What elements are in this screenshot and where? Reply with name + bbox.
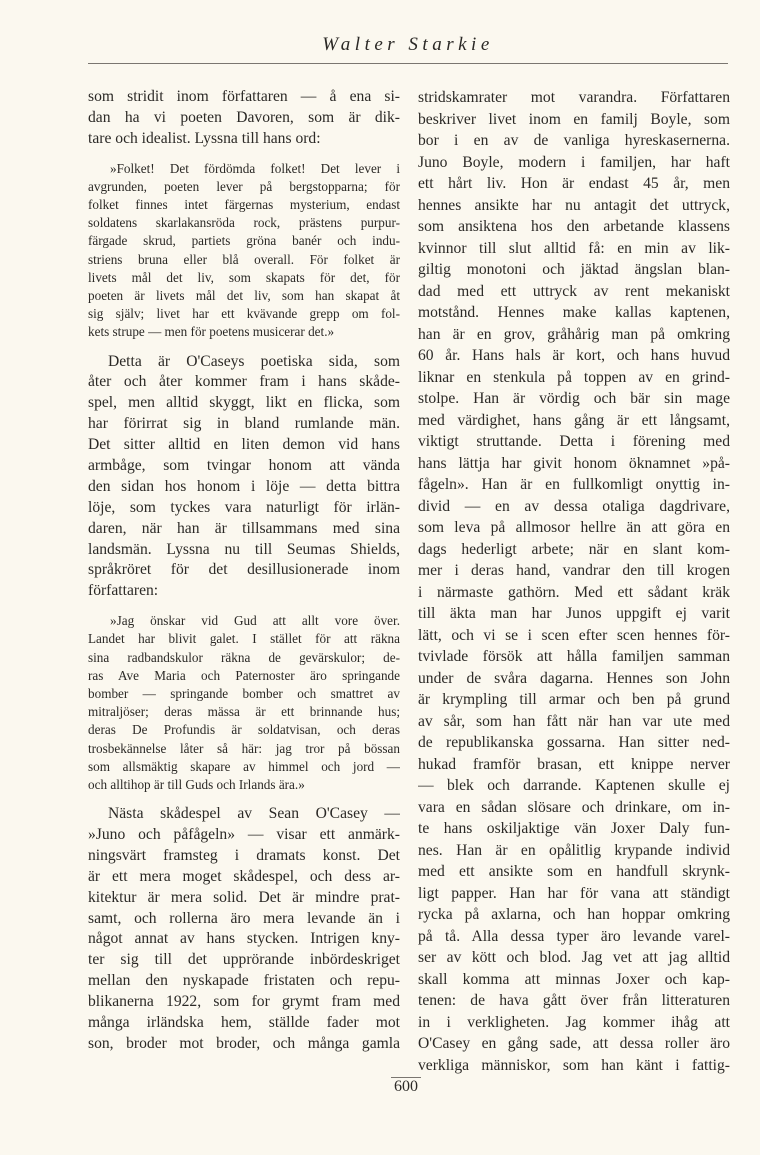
text-line: blikanerna 1922, som for grymt fram med	[88, 993, 400, 1011]
text-line: nes. Han är en opålitlig krypande individ	[418, 841, 730, 859]
text-line: »Juno och påfågeln» — visar ett anmärk-	[88, 826, 400, 843]
text-line: många irländska hem, ställde fader mot	[88, 1014, 400, 1032]
header-rule	[88, 63, 728, 64]
text-line: som allsmäktig skapare av himmel och jord —	[88, 758, 400, 774]
block-quote	[88, 612, 400, 794]
text-line: ter sig till det upprörande inbördeskriget	[88, 951, 400, 969]
text-line: språkröret för det desillusionerade inom	[88, 561, 400, 579]
text-line: samt, och rollerna äro mera levande än i	[88, 909, 400, 927]
text-line: trosbekännelse låter så här: jag tror på bössan	[88, 740, 400, 756]
text-line: O'Casey en gång sade, att dessa roller äro	[418, 1035, 730, 1052]
text-line: giltig monotoni och jäktad ängslan blan-	[418, 261, 730, 278]
text-line: te hans oskiljaktige vän Joxer Daly fun-	[418, 820, 730, 837]
text-line: tvivlade försök att hålla familjen samman	[418, 648, 730, 665]
text-line: lätt, och vi se i scen efter scen hennes för-	[418, 626, 730, 644]
right-column	[418, 87, 730, 1076]
text-line: Juno Boyle, modern i familjen, har haft	[418, 153, 730, 171]
text-line: är ett mera moget skådespel, och dess ar-	[88, 867, 400, 885]
paragraph	[418, 87, 730, 1076]
text-line: som stridit inom författaren — å ena si-	[88, 88, 400, 105]
text-line: tenen: de hava gått över från litteraturen	[418, 992, 730, 1009]
text-line: kets strupe — men för poetens musicerar det.»	[88, 324, 335, 340]
text-line: de republikanska gossarna. Han sitter ned-	[418, 734, 730, 751]
text-line: mer i deras hand, vandrar den till krogen	[418, 562, 730, 579]
left-column	[88, 87, 400, 1055]
text-line: rycka på axlarna, och han hoppar omkring	[418, 906, 730, 923]
text-line: som leva på allmosor hellre än att göra en	[418, 519, 730, 536]
text-line: åter och åter kommer fram i hans skåde-	[88, 373, 400, 391]
text-line: hennes ansikte har nu antagit det uttryck,	[418, 196, 730, 214]
text-line: av sår, som han fått när han var ute med	[418, 712, 730, 730]
text-line: deras De Profundis är soldatvisan, och deras	[88, 722, 400, 738]
text-line: med värdighet, hans gång är ett långsamt,	[418, 411, 730, 429]
paragraph	[88, 87, 400, 150]
text-line: Detta är O'Caseys poetiska sida, som	[108, 352, 400, 370]
text-line: sig själv; livet har ett kvävande grepp om fol-	[88, 306, 400, 322]
page-number: 600	[394, 1078, 418, 1095]
text-line: med ett ansikte som en handfull skrynk-	[418, 863, 730, 880]
text-line: folket finnes intet färgernas mysterium, endast	[88, 197, 400, 213]
text-line: författaren:	[88, 582, 159, 600]
text-line: landsmän. Lyssna nu till Seumas Shields,	[88, 540, 400, 558]
text-line: något annat av hans stycken. Intrigen kny-	[88, 930, 400, 948]
text-line: Det sitter alltid en liten demon vid hans	[88, 436, 400, 454]
text-line: poeten är livets mål det liv, som han skapat åt	[88, 287, 400, 303]
text-line: armbåge, som tvingar honom att vända	[88, 457, 400, 474]
text-line: bor i en av de vanliga hyreskasernerna.	[418, 132, 730, 149]
text-line: som ansiktena hos den arbetande klassens	[418, 218, 730, 235]
text-line: livets mål det liv, som skapats för det, för	[88, 269, 400, 285]
text-line: »Folket! Det fördömda folket! Det lever i	[110, 160, 400, 176]
text-line: mellan den nyskapade fristaten och repu-	[88, 972, 400, 990]
text-line: beskriver livet inom en familj Boyle, som	[418, 110, 730, 128]
text-line: den sidan hos honom i löje — detta bittra	[88, 477, 400, 495]
text-line: tare och idealist. Lyssna till hans ord:	[88, 129, 321, 147]
text-line: färgade skrud, partiets gröna banér och indu-	[88, 233, 400, 249]
text-line: in i verkligheten. Jag kommer ihåg att	[418, 1013, 730, 1031]
text-line: striens bruna eller blå overall. För folket är	[88, 251, 400, 267]
text-line: stolpe. Han är vördig och bär sin mage	[418, 390, 730, 407]
text-line: Landet har blivit galet. I stället för att räkna	[88, 631, 400, 647]
text-line: avgrunden, poeten lever på bergstopparna; för	[88, 178, 400, 194]
text-line: soldatens skarlakansröda rock, prästens purpur-	[88, 215, 400, 231]
text-line: kvinnor till slut alltid få: en min av lik-	[418, 239, 730, 257]
text-line: till äkta man har Junos uppgift ej varit	[418, 605, 730, 622]
text-line: i närmaste gathörn. Med ett sådant kräk	[418, 583, 730, 601]
block-quote	[88, 160, 400, 342]
paragraph	[88, 352, 400, 603]
text-line: löje, som tyckes vara naturligt för irlän-	[88, 498, 400, 516]
text-line: ningsvärt framsteg i dramats konst. Det	[88, 846, 400, 864]
paragraph	[88, 804, 400, 1055]
text-line: ser av kött och blod. Jag vet att jag alltid	[418, 949, 730, 966]
text-line: daren, när han är tillsammans med sina	[88, 519, 400, 537]
text-line: vara en sådan slösare och drinkare, om in-	[418, 798, 730, 816]
text-line: liknar en stenkula på toppen av en grind-	[418, 368, 730, 386]
text-line: 60 år. Hans hals är kort, och hans huvud	[418, 347, 730, 364]
text-line: och alltihop är till Guds och Irlands ära.»	[88, 776, 305, 792]
text-line: på tå. Alla dessa typer äro levande varel-	[418, 927, 730, 945]
text-line: divid — en av dessa otaliga dagdrivare,	[418, 497, 730, 515]
text-line: »Jag önskar vid Gud att allt vore över.	[110, 613, 400, 629]
text-line: han är en grov, gråhårig man på omkring	[418, 325, 730, 343]
text-line: bomber — springande bomber och smattret av	[88, 685, 400, 701]
text-line: har förirrat sig in bland rumlande män.	[88, 415, 400, 433]
text-line: Nästa skådespel av Sean O'Casey —	[108, 805, 400, 823]
text-line: sina radbandskulor räkna de gevärskulor; de-	[88, 649, 400, 665]
text-line: hukad framför brasan, ett knippe nerver	[418, 755, 730, 773]
text-line: verkliga människor, som han känt i fattig-	[418, 1056, 730, 1074]
text-line: mitraljöser; deras mässa är ett brinnande hus;	[88, 704, 400, 720]
text-line: stridskamrater mot varandra. Författaren	[418, 89, 730, 106]
text-line: motstånd. Hennes make kallas kaptenen,	[418, 304, 730, 321]
text-line: spel, men alltid skyggt, likt en flicka, som	[88, 394, 400, 412]
text-line: är krympling till armar och ben på grund	[418, 691, 730, 708]
text-line: son, broder mot broder, och många gamla	[88, 1034, 400, 1052]
text-line: dan ha vi poeten Davoren, som är dik-	[88, 108, 400, 126]
text-line: — blek och darrande. Kaptenen skulle ej	[418, 777, 730, 794]
text-line: ett hårt liv. Hon är endast 45 år, men	[418, 175, 730, 192]
text-line: ligt papper. Han har för vana att ständigt	[418, 884, 730, 902]
text-line: viktigt struttande. Detta i förening med	[418, 433, 730, 450]
text-line: under de svåra dagarna. Hennes son John	[418, 669, 730, 687]
text-line: fågeln». Han är en fullkomligt onyttig in-	[418, 476, 730, 493]
text-line: dad med ett uttryck av rent mekaniskt	[418, 282, 730, 300]
text-line: ras Ave Maria och Paternoster äro springande	[88, 667, 400, 683]
text-line: kitektur är mera solid. Det är mindre prat-	[88, 888, 400, 906]
text-line: dags hederligt arbete; när en slant kom-	[418, 540, 730, 558]
running-title: Walter Starkie	[322, 34, 494, 55]
text-line: skall komma att minnas Joxer och kap-	[418, 970, 730, 988]
text-line: hans lättja har givit honom öknamnet »på-	[418, 454, 730, 472]
